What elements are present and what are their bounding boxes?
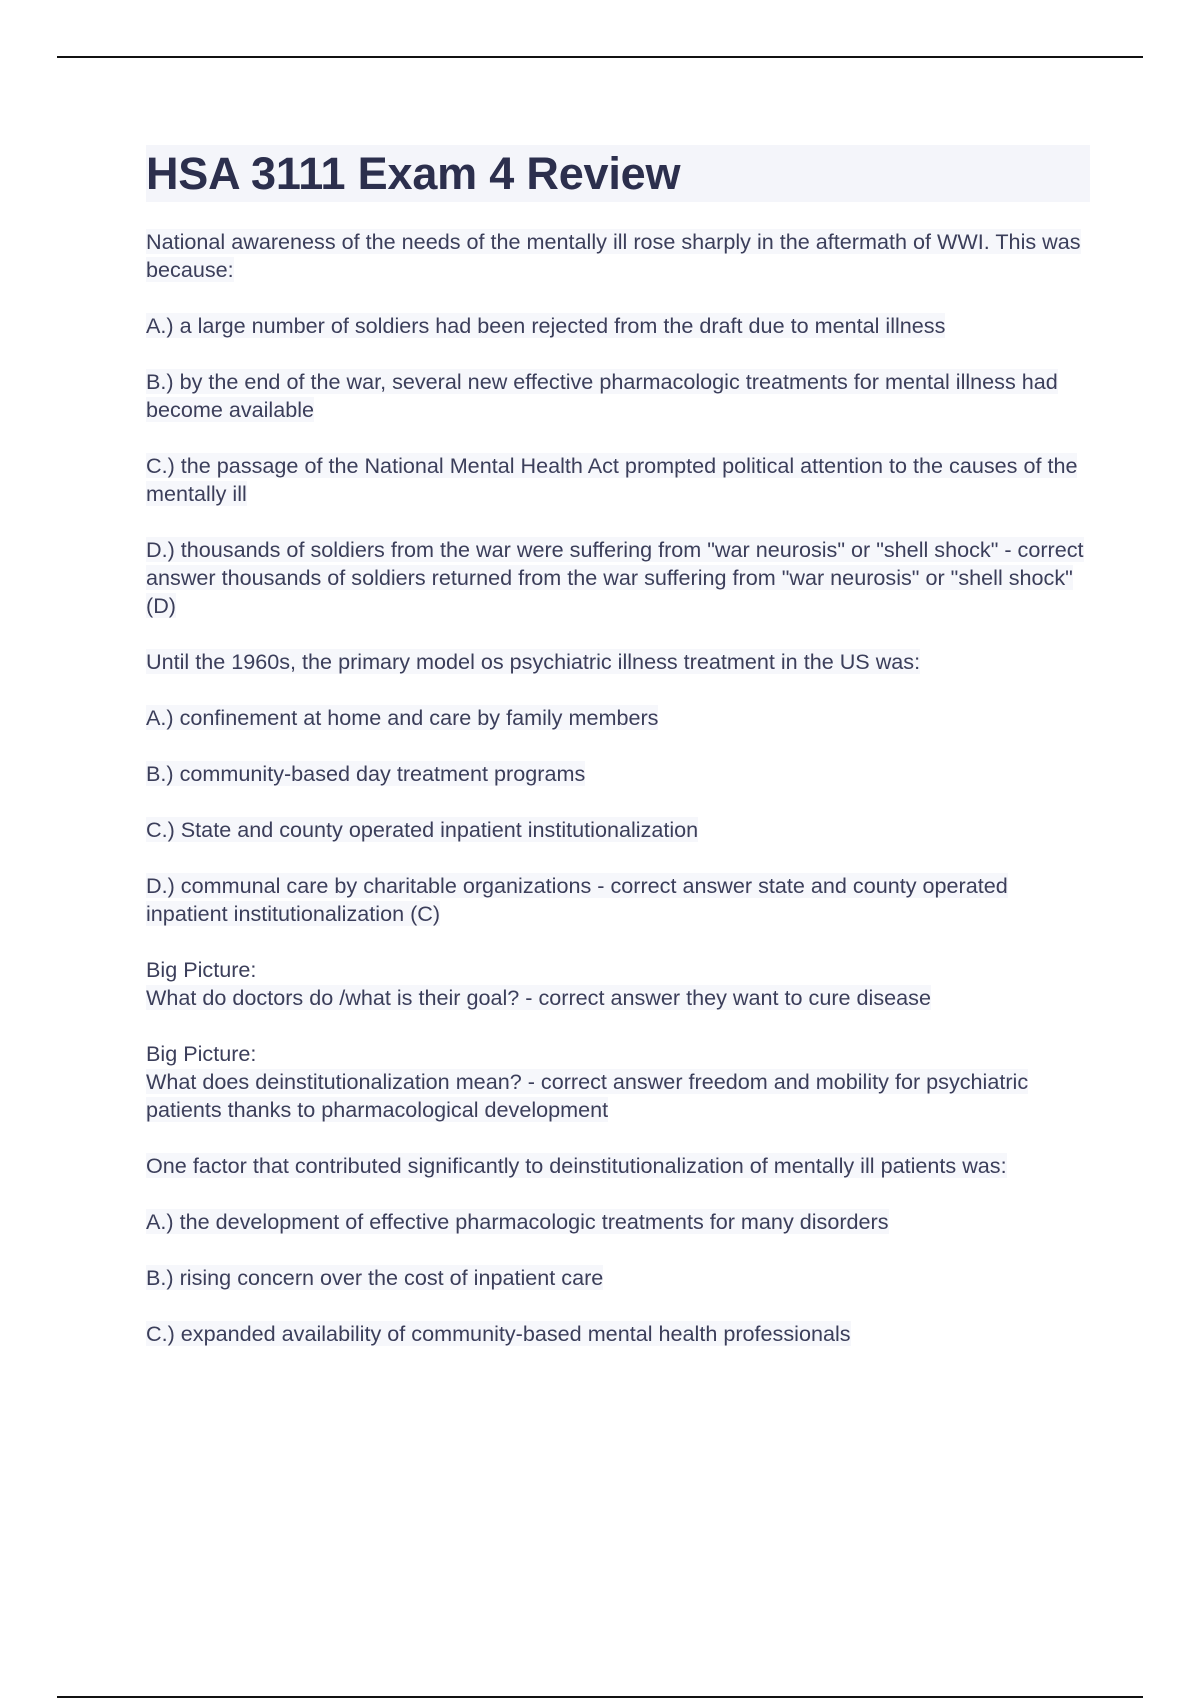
question-3-heading: Big Picture: — [146, 957, 257, 982]
bottom-divider — [57, 1696, 1143, 1698]
question-5-option-c — [146, 1320, 1086, 1348]
paragraph-text: B.) by the end of the war, several new effective pharmacologic treatments for mental illness had become available — [146, 369, 1058, 422]
question-5-stem — [146, 1152, 1086, 1180]
question-4-text: What does deinstitutionalization mean? - correct answer freedom and mobility for psychiatric patients thanks to pharmacological development — [146, 1069, 1029, 1122]
question-3 — [146, 956, 1086, 1012]
top-divider — [57, 56, 1143, 58]
paragraph-text: One factor that contributed significantly to deinstitutionalization of mentally ill patients was: — [146, 1153, 1007, 1178]
paragraph-text: D.) communal care by charitable organizations - correct answer state and county operated inpatient institutionalization (C) — [146, 873, 1008, 926]
paragraph-text: B.) community-based day treatment programs — [146, 761, 586, 786]
page-title: HSA 3111 Exam 4 Review — [146, 148, 681, 199]
question-2-option-b — [146, 760, 1086, 788]
paragraph-text: D.) thousands of soldiers from the war were suffering from "war neurosis" or "shell shock" - correct answer thousands of soldiers returned from the war suffering from "war neurosis" or "shell shock" (D) — [146, 537, 1084, 618]
question-1-option-a — [146, 312, 1086, 340]
question-2-option-c — [146, 816, 1086, 844]
question-5-option-b — [146, 1264, 1086, 1292]
question-1-option-d-answer — [146, 536, 1086, 620]
paragraph-text: A.) confinement at home and care by family members — [146, 705, 659, 730]
question-2-option-d-answer — [146, 872, 1086, 928]
paragraph-text: B.) rising concern over the cost of inpatient care — [146, 1265, 604, 1290]
question-5-option-a — [146, 1208, 1086, 1236]
question-2-option-a — [146, 704, 1086, 732]
paragraph-text: A.) the development of effective pharmacologic treatments for many disorders — [146, 1209, 889, 1234]
question-4-heading: Big Picture: — [146, 1041, 257, 1066]
paragraph-text: Until the 1960s, the primary model os psychiatric illness treatment in the US was: — [146, 649, 921, 674]
question-1-option-c — [146, 452, 1086, 508]
question-1-option-b — [146, 368, 1086, 424]
question-3-text: What do doctors do /what is their goal? - correct answer they want to cure disease — [146, 985, 931, 1010]
paragraph-text: National awareness of the needs of the mentally ill rose sharply in the aftermath of WWI. This was because: — [146, 229, 1081, 282]
question-1-stem — [146, 228, 1086, 284]
paragraph-text: C.) the passage of the National Mental Health Act prompted political attention to the causes of the mentally ill — [146, 453, 1078, 506]
paragraph-text: A.) a large number of soldiers had been rejected from the draft due to mental illness — [146, 313, 946, 338]
paragraph-text: C.) expanded availability of community-based mental health professionals — [146, 1321, 851, 1346]
question-4 — [146, 1040, 1086, 1124]
question-2-stem — [146, 648, 1086, 676]
paragraph-text: C.) State and county operated inpatient institutionalization — [146, 817, 699, 842]
document-body — [146, 228, 1086, 1376]
